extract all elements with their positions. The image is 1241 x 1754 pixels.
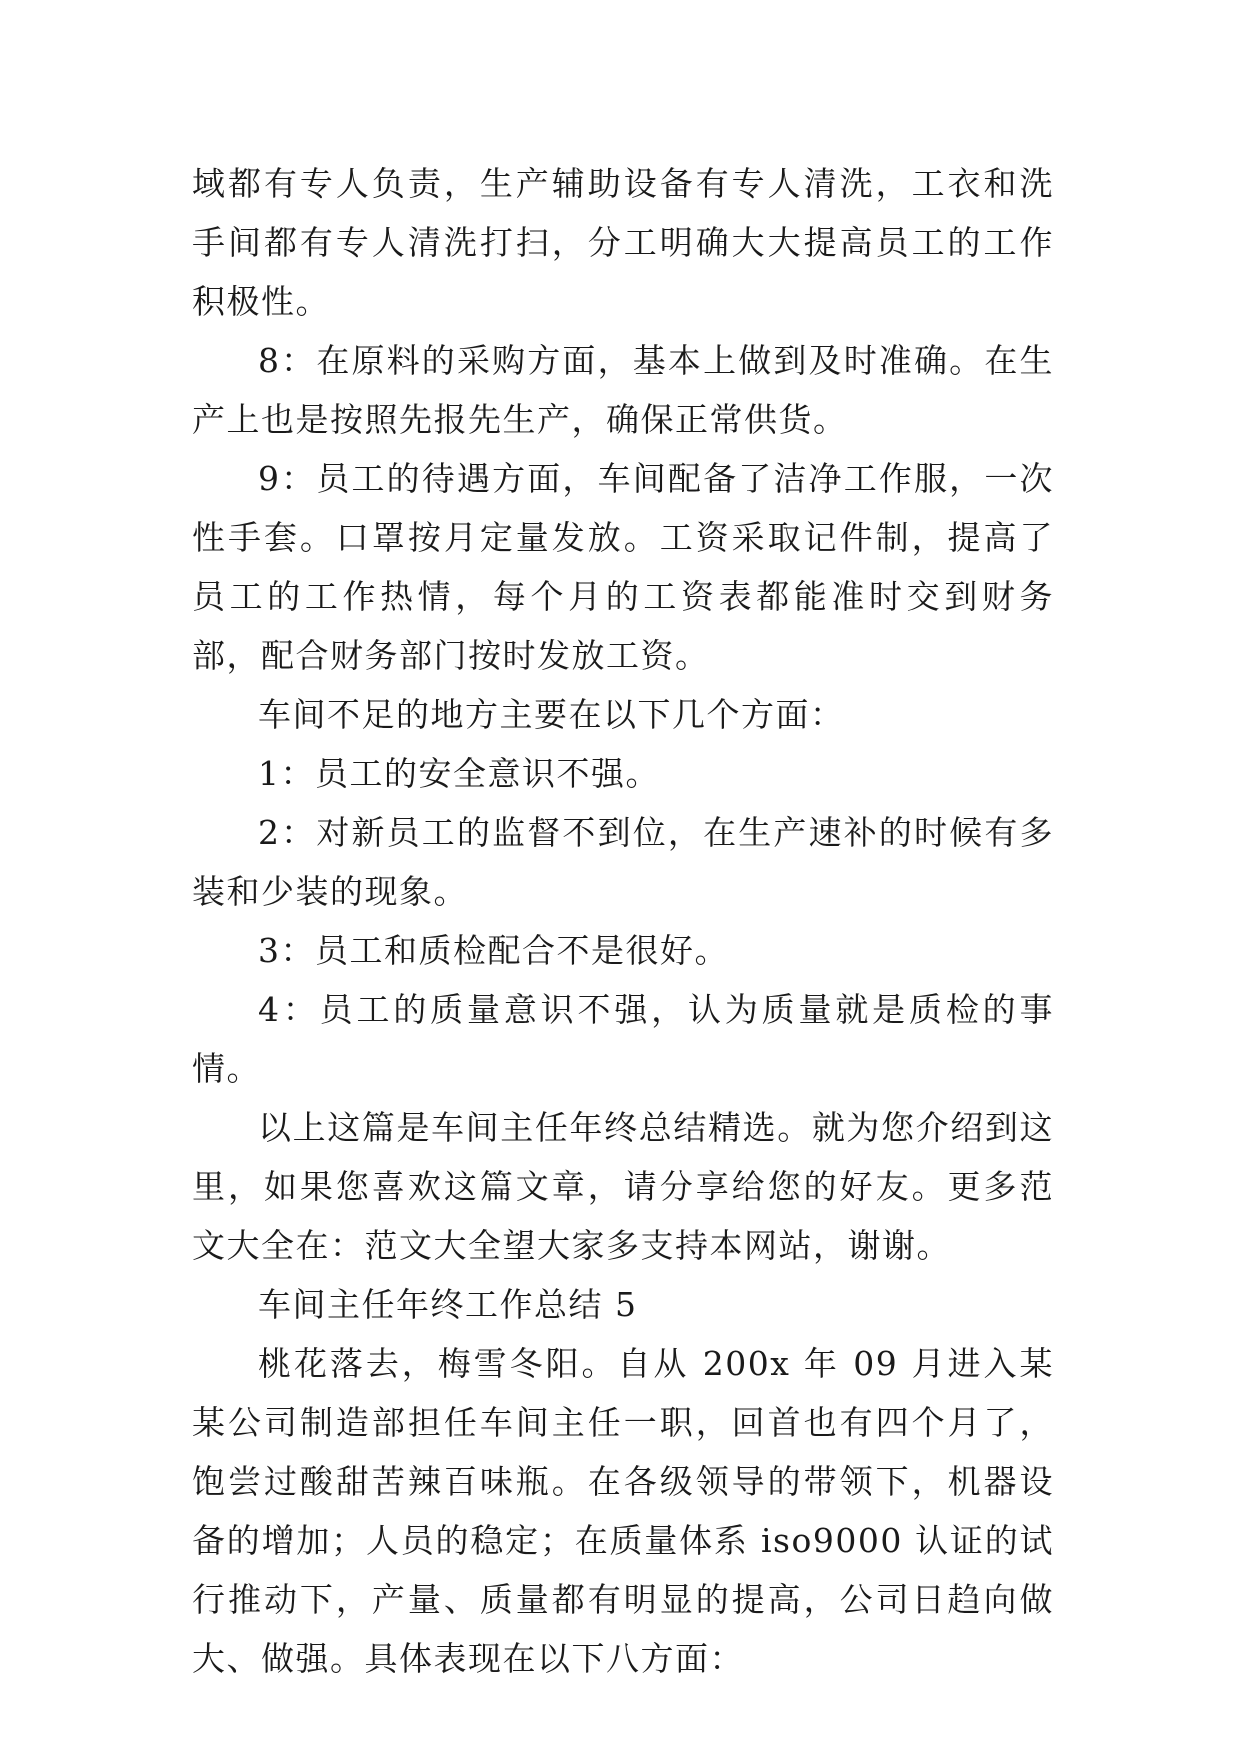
paragraph-item-8-purchasing: 8：在原料的采购方面，基本上做到及时准确。在生产上也是按照先报先生产，确保正常供货。 xyxy=(192,341,1054,439)
paragraph-continued-duties: 域都有专人负责，生产辅助设备有专人清洗，工衣和洗手间都有专人清洗打扫，分工明确大大提高员工的工作积极性。 xyxy=(192,164,1054,321)
paragraph-summary-5-intro: 桃花落去，梅雪冬阳。自从 200x 年 09 月进入某某公司制造部担任车间主任一职，回首也有四个月了，饱尝过酸甜苦辣百味瓶。在各级领导的带领下，机器设备的增加；人员的稳定；在质量体系 iso9000 认证的试行推动下，产量、质量都有明显的提高，公司日趋向做大、做强。具体表现在以下八方面： xyxy=(192,1344,1054,1678)
paragraph-shortcomings-intro: 车间不足的地方主要在以下几个方面： xyxy=(258,695,845,734)
paragraph-shortcoming-3: 3：员工和质检配合不是很好。 xyxy=(258,931,729,970)
paragraph-shortcoming-2: 2：对新员工的监督不到位，在生产速补的时候有多装和少装的现象。 xyxy=(192,813,1054,911)
paragraph-shortcoming-4: 4：员工的质量意识不强，认为质量就是质检的事情。 xyxy=(192,990,1054,1088)
paragraph-closing-note: 以上这篇是车间主任年终总结精选。就为您介绍到这里，如果您喜欢这篇文章，请分享给您的好友。更多范文大全在：范文大全望大家多支持本网站，谢谢。 xyxy=(192,1108,1054,1265)
document-body xyxy=(192,154,1054,1688)
paragraph-item-9-benefits: 9：员工的待遇方面，车间配备了洁净工作服，一次性手套。口罩按月定量发放。工资采取记件制，提高了员工的工作热情，每个月的工资表都能准时交到财务部，配合财务部门按时发放工资。 xyxy=(192,459,1054,675)
section-heading-summary-5: 车间主任年终工作总结 5 xyxy=(258,1285,638,1324)
paragraph-shortcoming-1: 1：员工的安全意识不强。 xyxy=(258,754,660,793)
